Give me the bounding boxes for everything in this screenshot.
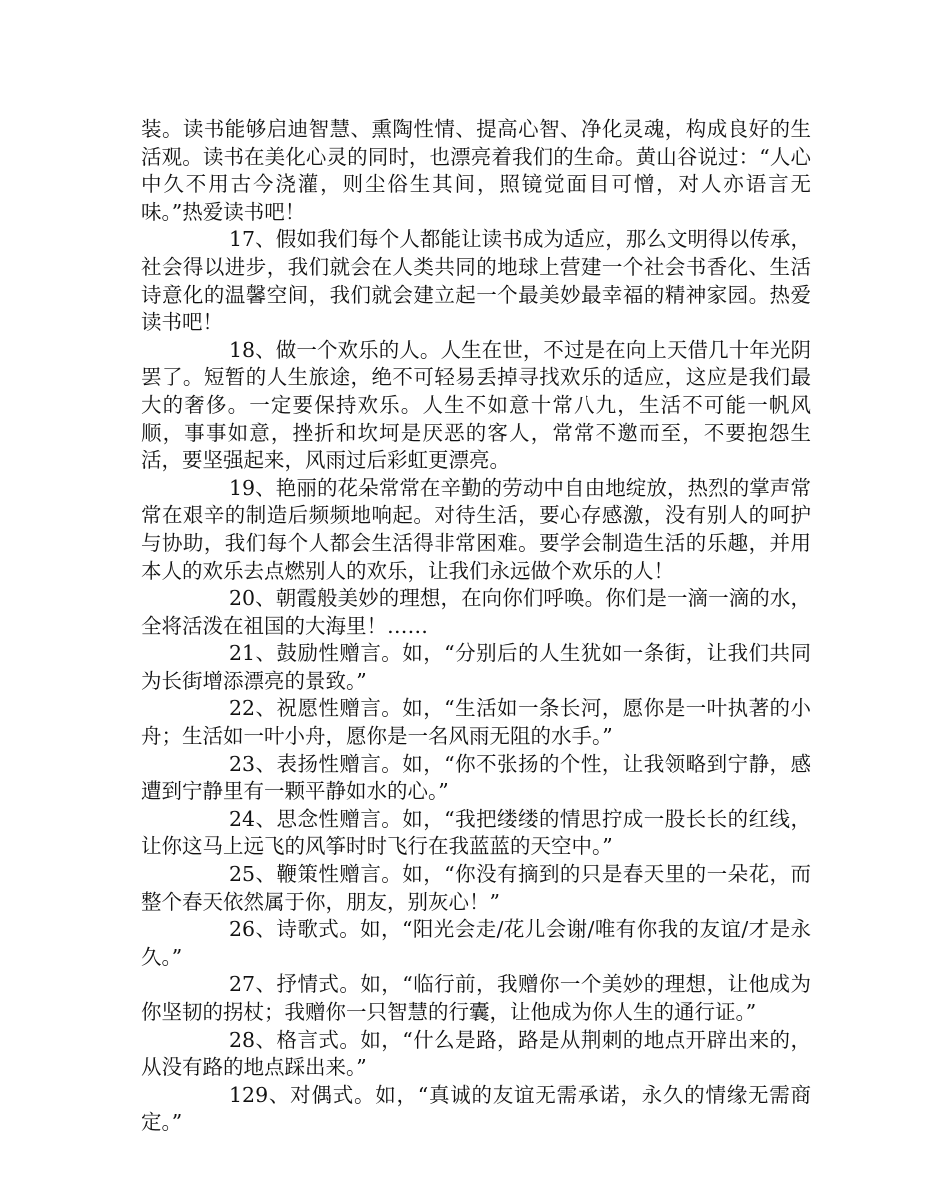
paragraph-18: 18、做一个欢乐的人。人生在世，不过是在向上天借几十年光阴罢了。短暂的人生旅途，绝不可轻易丢掉寻找欢乐的适应，这应是我们最大的奢侈。一定要保持欢乐。人生不如意十常八九，生活不可能一帆风顺，事事如意，挫折和坎坷是厌恶的客人，常常不邀而至，不要抱怨生活，要坚强起来，风雨过后彩虹更漂亮。 — [141, 337, 811, 473]
paragraph-19: 19、艳丽的花朵常常在辛勤的劳动中自由地绽放，热烈的掌声常常在艰辛的制造后频频地响起。对待生活，要心存感激，没有别人的呵护与协助，我们每个人都会生活得非常困难。要学会制造生活的乐趣，并用本人的欢乐去点燃别人的欢乐，让我们永远做个欢乐的人！ — [141, 475, 811, 583]
document-body — [141, 116, 811, 1137]
paragraph-17: 17、假如我们每个人都能让读书成为适应，那么文明得以传承，社会得以进步，我们就会在人类共同的地球上营建一个社会书香化、生活诗意化的温馨空间，我们就会建立起一个最美妙最幸福的精神家园。热爱读书吧！ — [141, 227, 811, 335]
paragraph-27: 27、抒情式。如，“临行前，我赠你一个美妙的理想，让他成为你坚韧的拐杖；我赠你一只智慧的行囊，让他成为你人生的通行证。” — [141, 972, 811, 1024]
paragraph-21: 21、鼓励性赠言。如，“分别后的人生犹如一条街，让我们共同为长街增添漂亮的景致。” — [141, 641, 811, 693]
paragraph-22: 22、祝愿性赠言。如，“生活如一条长河，愿你是一叶执著的小舟；生活如一叶小舟，愿你是一名风雨无阻的水手。” — [141, 696, 811, 749]
paragraph-24: 24、思念性赠言。如，“我把缕缕的情思拧成一股长长的红线，让你这马上远飞的风筝时时飞行在我蓝蓝的天空中。” — [141, 806, 811, 859]
paragraph-129: 129、对偶式。如，“真诚的友谊无需承诺，永久的情缘无需商定。” — [141, 1082, 811, 1135]
paragraph-26: 26、诗歌式。如，“阳光会走/花儿会谢/唯有你我的友谊/才是永久。” — [141, 917, 811, 969]
paragraph-20: 20、朝霞般美妙的理想，在向你们呼唤。你们是一滴一滴的水，全将活泼在祖国的大海里！…… — [141, 586, 811, 638]
paragraph-25: 25、鞭策性赠言。如，“你没有摘到的只是春天里的一朵花，而整个春天依然属于你，朋友，别灰心！” — [141, 862, 811, 914]
paragraph-28: 28、格言式。如，“什么是路，路是从荆刺的地点开辟出来的，从没有路的地点踩出来。” — [141, 1027, 811, 1080]
paragraph-23: 23、表扬性赠言。如，“你不张扬的个性，让我领略到宁静，感遭到宁静里有一颗平静如水的心。” — [141, 751, 811, 804]
paragraph-intro: 装。读书能够启迪智慧、熏陶性情、提高心智、净化灵魂，构成良好的生活观。读书在美化心灵的同时，也漂亮着我们的生命。黄山谷说过：“人心中久不用古今浇灌，则尘俗生其间，照镜觉面目可憎，对人亦语言无味。”热爱读书吧！ — [141, 117, 811, 224]
